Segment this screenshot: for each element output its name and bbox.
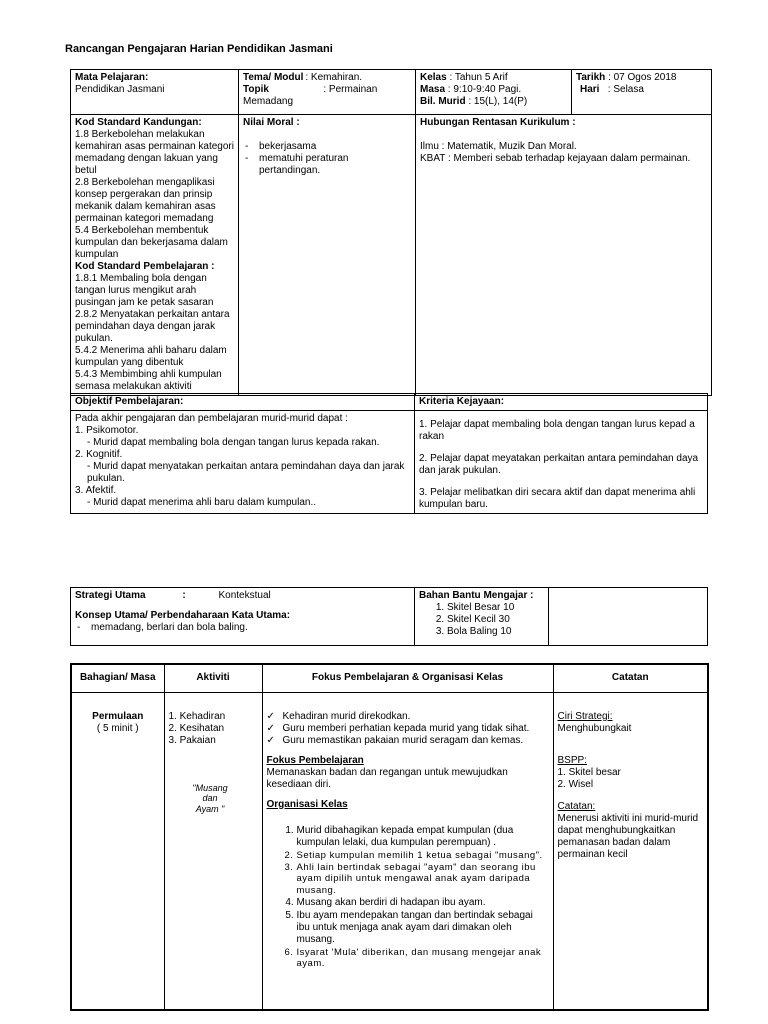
ksp-item: 2.8.2 Menyatakan perkaitan antara pemindahan daya dengan jarak pukulan. (75, 309, 230, 344)
konsep-list (75, 622, 410, 634)
strategi-value: Kontekstual (218, 590, 271, 601)
hari-value: : Selasa (607, 84, 644, 95)
objektif-intro: Pada akhir pengajaran dan pembelajaran murid-murid dapat : (75, 413, 348, 424)
game-title (169, 783, 258, 815)
ksp-item: 5.4.3 Membimbing ahli kumpulan semasa melakukan aktiviti (75, 369, 222, 392)
organisasi-steps (267, 825, 549, 970)
topik-label: Topik (243, 84, 269, 95)
masa-value: : 9:10-9:40 Pagi. (447, 84, 522, 95)
header-fokus: Fokus Pembelajaran & Organisasi Kelas (262, 664, 553, 692)
catatan-cell (553, 692, 708, 1010)
objektif-detail: - Murid dapat menerima ahli baru dalam kumpulan.. (87, 497, 316, 508)
check-list (267, 711, 549, 747)
header-catatan: Catatan (553, 664, 708, 692)
hubungan-label: Hubungan Rentasan Kurikulum : (420, 117, 576, 128)
activity-table (70, 663, 709, 1011)
bbm-list (419, 602, 544, 638)
hari-label: Hari (580, 84, 600, 95)
aktiviti-item: 2. Kesihatan (168, 722, 225, 734)
organisasi-label: Organisasi Kelas (266, 798, 348, 810)
bspp-item: 1. Skitel besar (557, 766, 621, 778)
objektif-detail: - Murid dapat menyatakan perkaitan antara pemindahan daya dan jarak pukulan. (87, 461, 405, 484)
game-title-line: "Musang (192, 782, 228, 793)
topik-value-2: Memadang (243, 96, 294, 107)
kelas-label: Kelas (420, 72, 447, 83)
bbm-item: 3. Bola Baling 10 (447, 626, 544, 638)
objektif-cell (71, 411, 415, 514)
organisasi-step: 4. Musang akan berdiri di hadapan ibu ayam. (297, 897, 549, 909)
catatan-text: Menerusi aktiviti ini murid-murid dapat menghubungkaitkan pemanasan badan dalam permainan kecil (557, 812, 699, 860)
tarikh-label: Tarikh (576, 72, 606, 83)
tarikh-cell (572, 70, 712, 115)
game-title-line: dan (202, 793, 218, 804)
nilai-cell (239, 115, 416, 396)
aktiviti-cell (164, 692, 262, 1010)
objektif-table (70, 393, 708, 514)
strategi-cell (71, 588, 415, 646)
aktiviti-item: 3. Pakaian (168, 734, 216, 746)
ksp-item: 5.4.2 Menerima ahli baharu dalam kumpulan yang dibentuk (75, 345, 227, 368)
kriteria-item: 3. Pelajar melibatkan diri secara aktif dan dapat menerima ahli kumpulan baru. (419, 487, 696, 510)
permulaan-masa: ( 5 minit ) (96, 722, 139, 734)
nilai-item: - bekerjasama (243, 141, 411, 153)
konsep-label: Konsep Utama/ Perbendaharaan Kata Utama: (75, 610, 291, 621)
organisasi-step: 6. Isyarat 'Mula' diberikan, dan musang mengejar anak ayam. (297, 947, 549, 970)
catatan-label: Catatan: (557, 800, 596, 812)
permulaan-label: Permulaan (92, 710, 144, 722)
tarikh-value: : 07 Ogos 2018 (608, 72, 677, 83)
bbm-item: 2. Skitel Kecil 30 (447, 614, 544, 626)
bbm-cell (415, 588, 549, 646)
organisasi-step: 1. Murid dibahagikan kepada empat kumpulan (dua kumpulan lelaki, dua kumpulan perempuan) . (297, 825, 549, 849)
objektif-head: 1. Psikomotor. (75, 425, 139, 436)
mata-pelajaran-label: Mata Pelajaran: (75, 72, 149, 83)
header-table (70, 69, 712, 396)
kriteria-cell (415, 411, 708, 514)
organisasi-step: 5. Ibu ayam mendepakan tangan dan bertindak sebagai ibu untuk menjaga anak ayam dari dimakan oleh musang. (297, 910, 549, 946)
ciri-strategi-label: Ciri Strategi: (557, 710, 613, 722)
ksp-label: Kod Standard Pembelajaran : (75, 261, 215, 272)
objektif-head: 3. Afektif. (75, 485, 117, 496)
objektif-head: 2. Kognitif. (75, 449, 123, 460)
check-item: ✓ Guru memastikan pakaian murid seragam dan kemas. (267, 735, 549, 747)
ksk-label: Kod Standard Kandungan: (75, 117, 202, 128)
konsep-item: - memadang, berlari dan bola baling. (75, 622, 410, 634)
strategi-table (70, 587, 708, 646)
fokus-text: Memanaskan badan dan regangan untuk mewujudkan kesediaan diri. (266, 766, 508, 790)
bbm-label: Bahan Bantu Mengajar : (419, 590, 534, 601)
kriteria-item: 2. Pelajar dapat meyatakan perkaitan antara pemindahan daya dan jarak pukulan. (419, 453, 699, 476)
hubungan-kbat: KBAT : Memberi sebab terhadap kejayaan dalam permainan. (420, 153, 691, 164)
hubungan-cell (416, 115, 712, 396)
fokus-cell (262, 692, 553, 1010)
bbm-item: 1. Skitel Besar 10 (447, 602, 544, 614)
hubungan-ilmu: Ilmu : Matematik, Muzik Dan Moral. (420, 141, 577, 152)
topik-value: : Permainan (323, 84, 378, 95)
nilai-label: Nilai Moral : (243, 117, 300, 128)
kelas-cell (416, 70, 572, 115)
header-bahagian: Bahagian/ Masa (71, 664, 164, 692)
document-title: Rancangan Pengajaran Harian Pendidikan Jasmani (65, 43, 333, 55)
murid-value: : 15(L), 14(P) (468, 96, 528, 107)
kelas-value: : Tahun 5 Arif (449, 72, 508, 83)
ksk-item: 5.4 Berkebolehan membentuk kumpulan dan bekerjasama dalam kumpulan (75, 225, 228, 260)
tema-label: Tema/ Modul (243, 72, 304, 83)
mata-pelajaran-cell (71, 70, 239, 115)
kriteria-item: 1. Pelajar dapat membaling bola dengan tangan lurus kepad a rakan (419, 419, 695, 442)
masa-label: Masa (420, 84, 446, 95)
ksp-item: 1.8.1 Membaling bola dengan tangan lurus mengikut arah pusingan jam ke petak sasaran (75, 273, 214, 308)
nilai-item: - mematuhi peraturan pertandingan. (243, 153, 411, 177)
ksk-item: 1.8 Berkebolehan melakukan kemahiran asas permainan kategori memadang dengan lakuan yang betul (75, 129, 234, 176)
check-item: ✓ Kehadiran murid direkodkan. (267, 711, 549, 723)
ciri-strategi-value: Menghubungkait (557, 722, 632, 734)
empty-cell (549, 588, 708, 646)
kriteria-label: Kriteria Kejayaan: (415, 394, 708, 411)
objektif-label: Objektif Pembelajaran: (71, 394, 415, 411)
aktiviti-item: 1. Kehadiran (168, 710, 226, 722)
strategi-colon: : (182, 590, 186, 601)
organisasi-step: 3. Ahli lain bertindak sebagai "ayam" dan seorang ibu ayam dipilih untuk mengawal anak ayam daripada musang. (297, 862, 549, 896)
permulaan-cell (71, 692, 164, 1010)
objektif-detail: - Murid dapat membaling bola dengan tangan lurus kepada rakan. (87, 437, 380, 448)
tema-value: : Kemahiran. (305, 72, 363, 83)
mata-pelajaran-value: Pendidikan Jasmani (75, 84, 165, 95)
murid-label: Bil. Murid (420, 96, 466, 107)
fokus-label: Fokus Pembelajaran (266, 754, 364, 766)
ksk-item: 2.8 Berkebolehan mengaplikasi konsep pergerakan dan prinsip mekanik dalam kemahiran asas permainan kategori memadang (75, 177, 216, 224)
standard-cell (71, 115, 239, 396)
nilai-list (243, 141, 411, 177)
bspp-label: BSPP: (557, 754, 587, 766)
check-item: ✓ Guru memberi perhatian kepada murid yang tidak sihat. (267, 723, 549, 735)
game-title-line: Ayam " (195, 804, 225, 815)
organisasi-step: 2. Setiap kumpulan memilih 1 ketua sebagai "musang". (297, 850, 549, 861)
header-aktiviti: Aktiviti (164, 664, 262, 692)
strategi-label: Strategi Utama (75, 590, 146, 601)
tema-cell (239, 70, 416, 115)
bspp-item: 2. Wisel (557, 778, 594, 790)
